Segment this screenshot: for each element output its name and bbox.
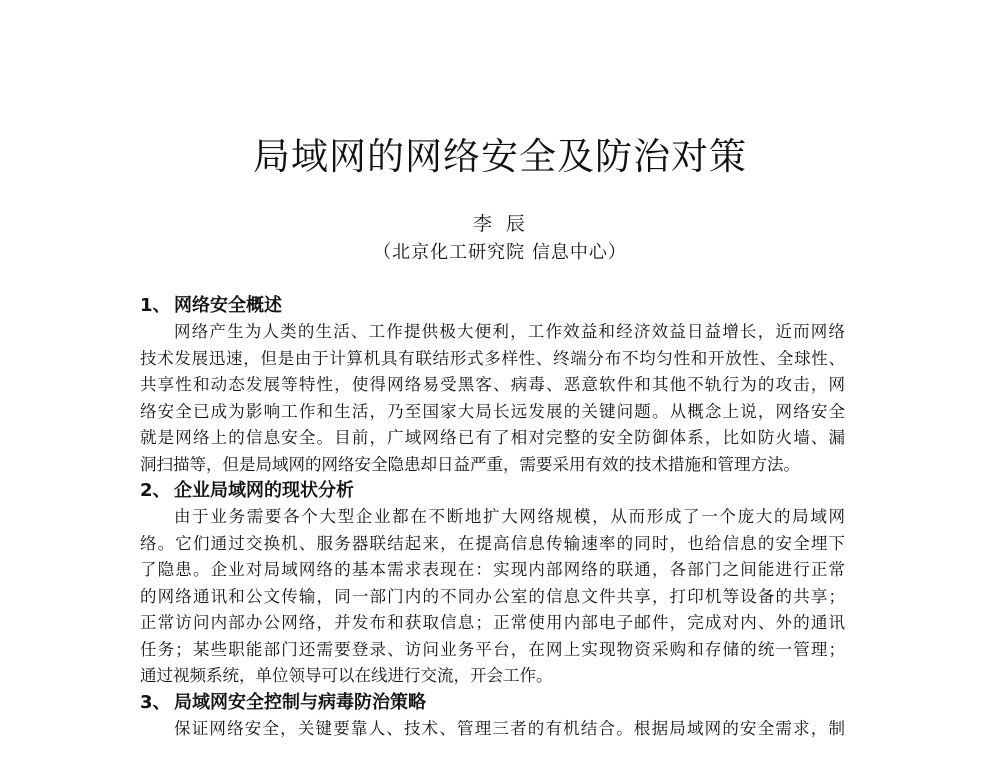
paragraph-line: 由于业务需要各个大型企业都在不断地扩大网络规模，从而形成了一个庞大的局域网 bbox=[174, 507, 845, 526]
paragraph-line: 络。它们通过交换机、服务器联结起来，在提高信息传输速率的同时，也给信息的安全埋下 bbox=[140, 533, 845, 553]
paragraph-line: 正常访问内部办公网络，并发布和获取信息；正常使用内部电子邮件，完成对内、外的通讯 bbox=[140, 613, 845, 632]
section-heading bbox=[140, 690, 845, 716]
paragraph-line: 络安全已成为影响工作和生活，乃至国家大局长远发展的关键问题。从概念上说，网络安全 bbox=[140, 401, 845, 421]
section-title: 网络安全概述 bbox=[174, 295, 282, 316]
paragraph-line: 保证网络安全，关键要靠人、技术、管理三者的有机结合。根据局域网的安全需求，制 bbox=[174, 718, 845, 738]
paper-title: 局域网的网络安全及防治对策 bbox=[253, 135, 747, 178]
author-affiliation: （北京化工研究院 信息中心） bbox=[373, 242, 627, 263]
author-name: 李辰 bbox=[472, 213, 539, 235]
section-number: 1、 bbox=[140, 295, 171, 316]
section-number: 2、 bbox=[140, 480, 171, 501]
section-number: 3、 bbox=[140, 691, 171, 713]
paragraph-line: 技术发展迅速，但是由于计算机具有联结形式多样性、终端分布不均匀性和开放性、全球性、 bbox=[140, 348, 845, 368]
paragraph-line: 网络产生为人类的生活、工作提供极大便利，工作效益和经济效益日益增长，近而网络 bbox=[174, 322, 845, 341]
paragraph-line: 通过视频系统，单位领导可以在线进行交流，开会工作。 bbox=[140, 666, 553, 685]
paragraph-line: 共享性和动态发展等特性，使得网络易受黑客、病毒、恶意软件和其他不轨行为的攻击，网 bbox=[140, 375, 845, 394]
body-text bbox=[140, 293, 845, 742]
section-title: 企业局域网的现状分析 bbox=[174, 480, 354, 501]
paragraph-line: 洞扫描等，但是局域网的网络安全隐患却日益严重，需要采用有效的技术措施和管理方法。 bbox=[140, 454, 800, 474]
section-heading bbox=[140, 293, 845, 319]
paragraph-line: 的网络通讯和公文传输，同一部门内的不同办公室的信息文件共享，打印机等设备的共享； bbox=[140, 586, 845, 606]
paragraph-line: 任务；某些职能部门还需要登录、访问业务平台，在网上实现物资采购和存储的统一管理； bbox=[140, 639, 845, 659]
paragraph-line: 了隐患。企业对局域网络的基本需求表现在：实现内部网络的联通，各部门之间能进行正常 bbox=[140, 560, 845, 579]
section-title: 局域网安全控制与病毒防治策略 bbox=[174, 691, 426, 713]
paragraph-line: 就是网络上的信息安全。目前，广域网络已有了相对完整的安全防御体系，比如防火墙、漏 bbox=[140, 428, 845, 447]
section-heading bbox=[140, 478, 845, 504]
